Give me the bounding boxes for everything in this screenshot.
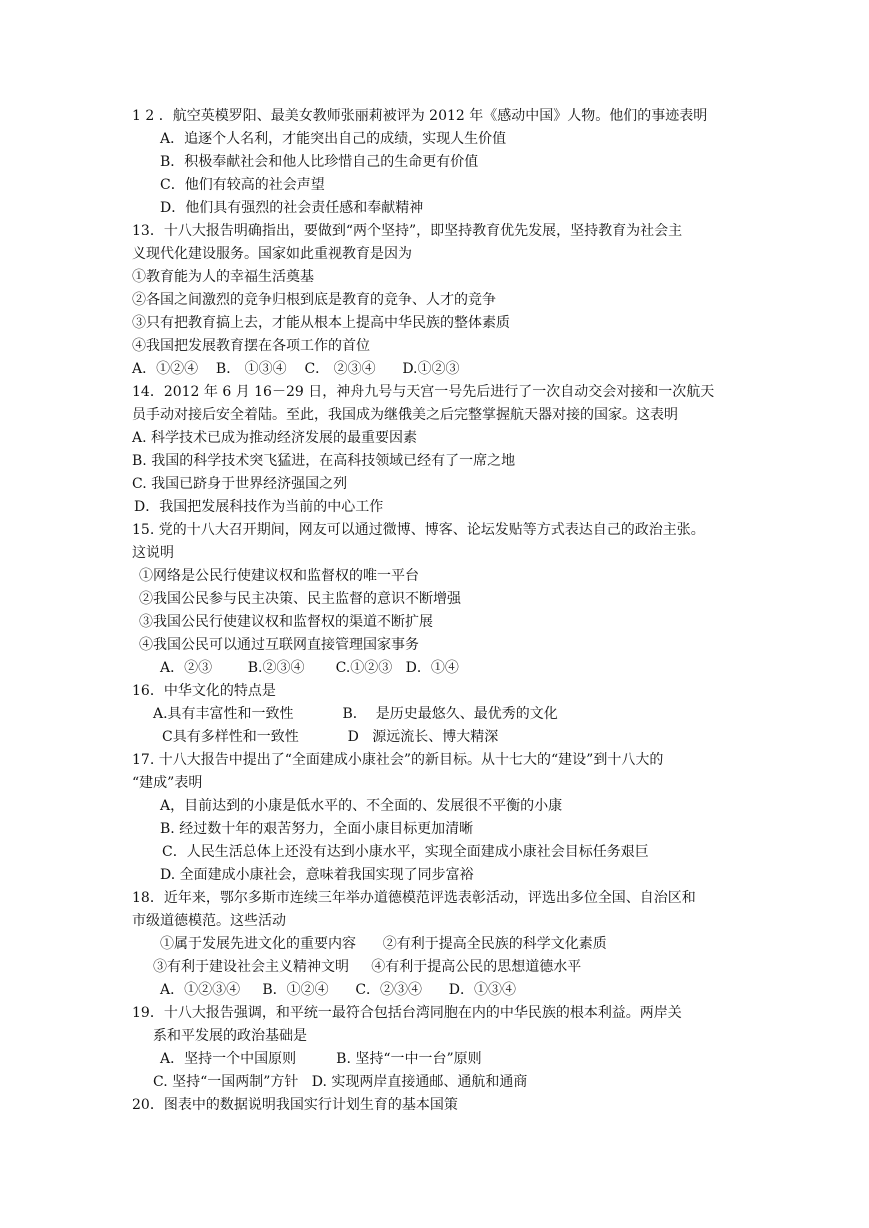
options-a-b: A.具有丰富性和一致性 B． 是历史最悠久、最优秀的文化	[153, 706, 558, 722]
options-a-b: A．坚持一个中国原则 B. 坚持“一中一台”原则	[160, 1051, 482, 1067]
question-19-stem-cont: 系和平发展的政治基础是	[153, 1028, 307, 1044]
option-d: D．他们具有强烈的社会责任感和奉献精神	[160, 200, 424, 216]
statement-1: ①教育能为人的幸福生活奠基	[132, 269, 314, 285]
question-17-stem: 17. 十八大报告中提出了“全面建成小康社会”的新目标。从十七大的“建设”到十八大的	[132, 752, 664, 768]
option-a: A，目前达到的小康是低水平的、不全面的、发展很不平衡的小康	[160, 798, 563, 814]
option-c: C. 我国已跻身于世界经济强国之列	[132, 476, 348, 492]
answer-options: A．①②④ B． ①③④ C． ②③④ D.①②③	[132, 361, 460, 377]
option-d: D. 全面建成小康社会，意味着我国实现了同步富裕	[160, 867, 474, 883]
options-c-d: C. 坚持“一国两制”方针 D. 实现两岸直接通邮、通航和通商	[153, 1074, 528, 1090]
statements-1-2: ①属于发展先进文化的重要内容 ②有利于提高全民族的科学文化素质	[160, 936, 607, 952]
question-20-stem: 20．图表中的数据说明我国实行计划生育的基本国策	[132, 1097, 458, 1113]
option-c: C．他们有较高的社会声望	[160, 177, 325, 193]
question-14-stem: 14．2012 年 6 月 16－29 日，神舟九号与天宫一号先后进行了一次自动交会对接和一次航天	[132, 384, 715, 400]
answer-options: A．②③ B.②③④ C.①②③ D．①④	[160, 660, 459, 676]
statement-4: ④我国公民可以通过互联网直接管理国家事务	[139, 637, 419, 653]
question-17-stem-cont: “建成”表明	[132, 775, 203, 791]
options-c-d: C具有多样性和一致性 D 源远流长、博大精深	[162, 729, 499, 745]
statement-4: ④我国把发展教育摆在各项工作的首位	[132, 338, 370, 354]
question-18-stem: 18．近年来，鄂尔多斯市连续三年举办道德模范评选表彰活动，评选出多位全国、自治区和	[132, 890, 696, 906]
option-b: B. 我国的科学技术突飞猛进，在高科技领域已经有了一席之地	[132, 453, 516, 469]
question-15-stem-cont: 这说明	[132, 545, 174, 561]
answer-options: A．①②③④ B．①②④ C．②③④ D．①③④	[160, 982, 516, 998]
question-16-stem: 16．中华文化的特点是	[132, 683, 276, 699]
option-c: C．人民生活总体上还没有达到小康水平，实现全面建成小康社会目标任务艰巨	[162, 844, 649, 860]
question-18-stem-cont: 市级道德模范。这些活动	[132, 913, 286, 929]
statement-3: ③只有把教育搞上去，才能从根本上提高中华民族的整体素质	[132, 315, 510, 331]
statement-3: ③我国公民行使建议权和监督权的渠道不断扩展	[139, 614, 433, 630]
question-13-stem: 13．十八大报告明确指出，要做到“两个坚持”，即坚持教育优先发展，坚持教育为社会主	[132, 223, 683, 239]
statement-2: ②我国公民参与民主决策、民主监督的意识不断增强	[139, 591, 461, 607]
question-15-stem: 15. 党的十八大召开期间，网友可以通过微博、博客、论坛发贴等方式表达自己的政治主张。	[132, 522, 705, 538]
statement-1: ①网络是公民行使建议权和监督权的唯一平台	[139, 568, 419, 584]
statements-3-4: ③有利于建设社会主义精神文明 ④有利于提高公民的思想道德水平	[153, 959, 582, 975]
question-13-stem-cont: 义现代化建设服务。国家如此重视教育是因为	[132, 246, 412, 262]
statement-2: ②各国之间激烈的竞争归根到底是教育的竞争、人才的竞争	[132, 292, 496, 308]
option-d: D．我国把发展科技作为当前的中心工作	[134, 499, 384, 515]
question-14-stem-cont: 员手动对接后安全着陆。至此，我国成为继俄美之后完整掌握航天器对接的国家。这表明	[132, 407, 678, 423]
option-b: B．积极奉献社会和他人比珍惜自己的生命更有价值	[160, 154, 479, 170]
option-b: B. 经过数十年的艰苦努力，全面小康目标更加清晰	[160, 821, 474, 837]
question-12-stem: 1 2 ．航空英模罗阳、最美女教师张丽莉被评为 2012 年《感动中国》人物。他们的事迹表明	[132, 108, 708, 124]
question-19-stem: 19．十八大报告强调，和平统一最符合包括台湾同胞在内的中华民族的根本利益。两岸关	[132, 1005, 682, 1021]
option-a: A. 科学技术已成为推动经济发展的最重要因素	[132, 430, 418, 446]
option-a: A．追逐个人名利，才能突出自己的成绩，实现人生价值	[160, 131, 507, 147]
